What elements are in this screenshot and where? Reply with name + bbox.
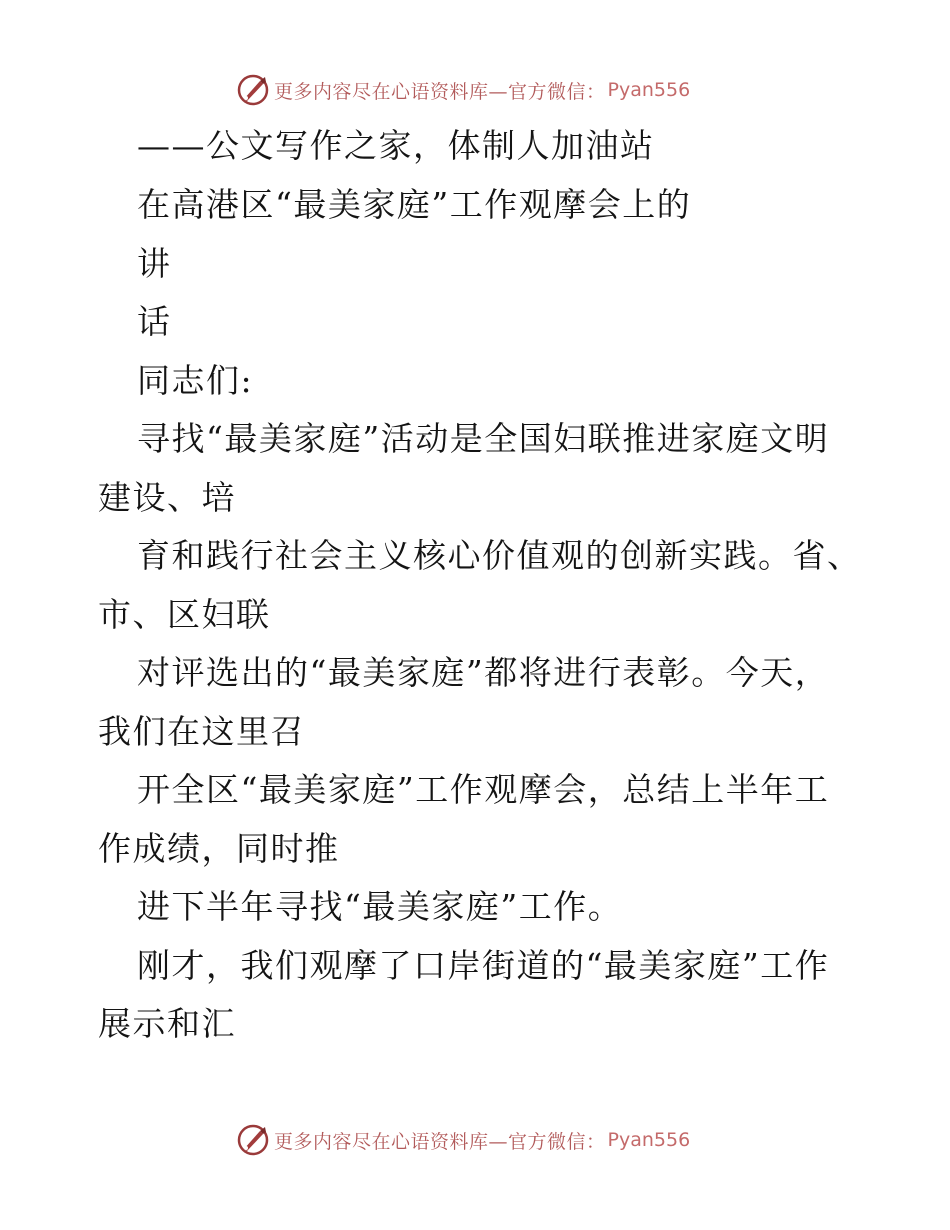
title-word-line: 讲 bbox=[137, 244, 172, 283]
salutation-line: 同志们: bbox=[137, 361, 254, 400]
header-watermark bbox=[236, 72, 690, 108]
paragraph-line: 进下半年寻找“最美家庭”工作。 bbox=[137, 887, 623, 926]
paragraph-line: 建设、培 bbox=[98, 478, 236, 517]
title-word-line: 话 bbox=[137, 302, 172, 341]
paragraph-line: 我们在这里召 bbox=[98, 712, 305, 751]
title-line: 在高港区“最美家庭”工作观摩会上的 bbox=[137, 185, 692, 224]
footer-watermark bbox=[236, 1122, 690, 1158]
subtitle-line: ——公文写作之家，体制人加油站 bbox=[137, 126, 655, 165]
paragraph-line: 育和践行社会主义核心价值观的创新实践。省、 bbox=[137, 536, 862, 575]
paragraph-line: 对评选出的“最美家庭”都将进行表彰。今天， bbox=[137, 653, 830, 692]
watermark-text: 更多内容尽在心语资料库—官方微信： bbox=[274, 80, 606, 103]
quill-logo-icon bbox=[236, 1123, 270, 1157]
paragraph-line: 刚才，我们观摩了口岸街道的“最美家庭”工作 bbox=[137, 946, 830, 985]
paragraph-line: 市、区妇联 bbox=[98, 595, 271, 634]
paragraph-line: 作成绩，同时推 bbox=[98, 829, 340, 868]
watermark-brand: Pyan556 bbox=[607, 79, 691, 101]
quill-logo-icon bbox=[236, 73, 270, 107]
paragraph-line: 展示和汇 bbox=[98, 1004, 236, 1043]
watermark-text: 更多内容尽在心语资料库—官方微信： bbox=[274, 1130, 606, 1153]
watermark-brand: Pyan556 bbox=[607, 1129, 691, 1151]
paragraph-line: 寻找“最美家庭”活动是全国妇联推进家庭文明 bbox=[137, 419, 830, 458]
paragraph-line: 开全区“最美家庭”工作观摩会，总结上半年工 bbox=[137, 770, 830, 809]
